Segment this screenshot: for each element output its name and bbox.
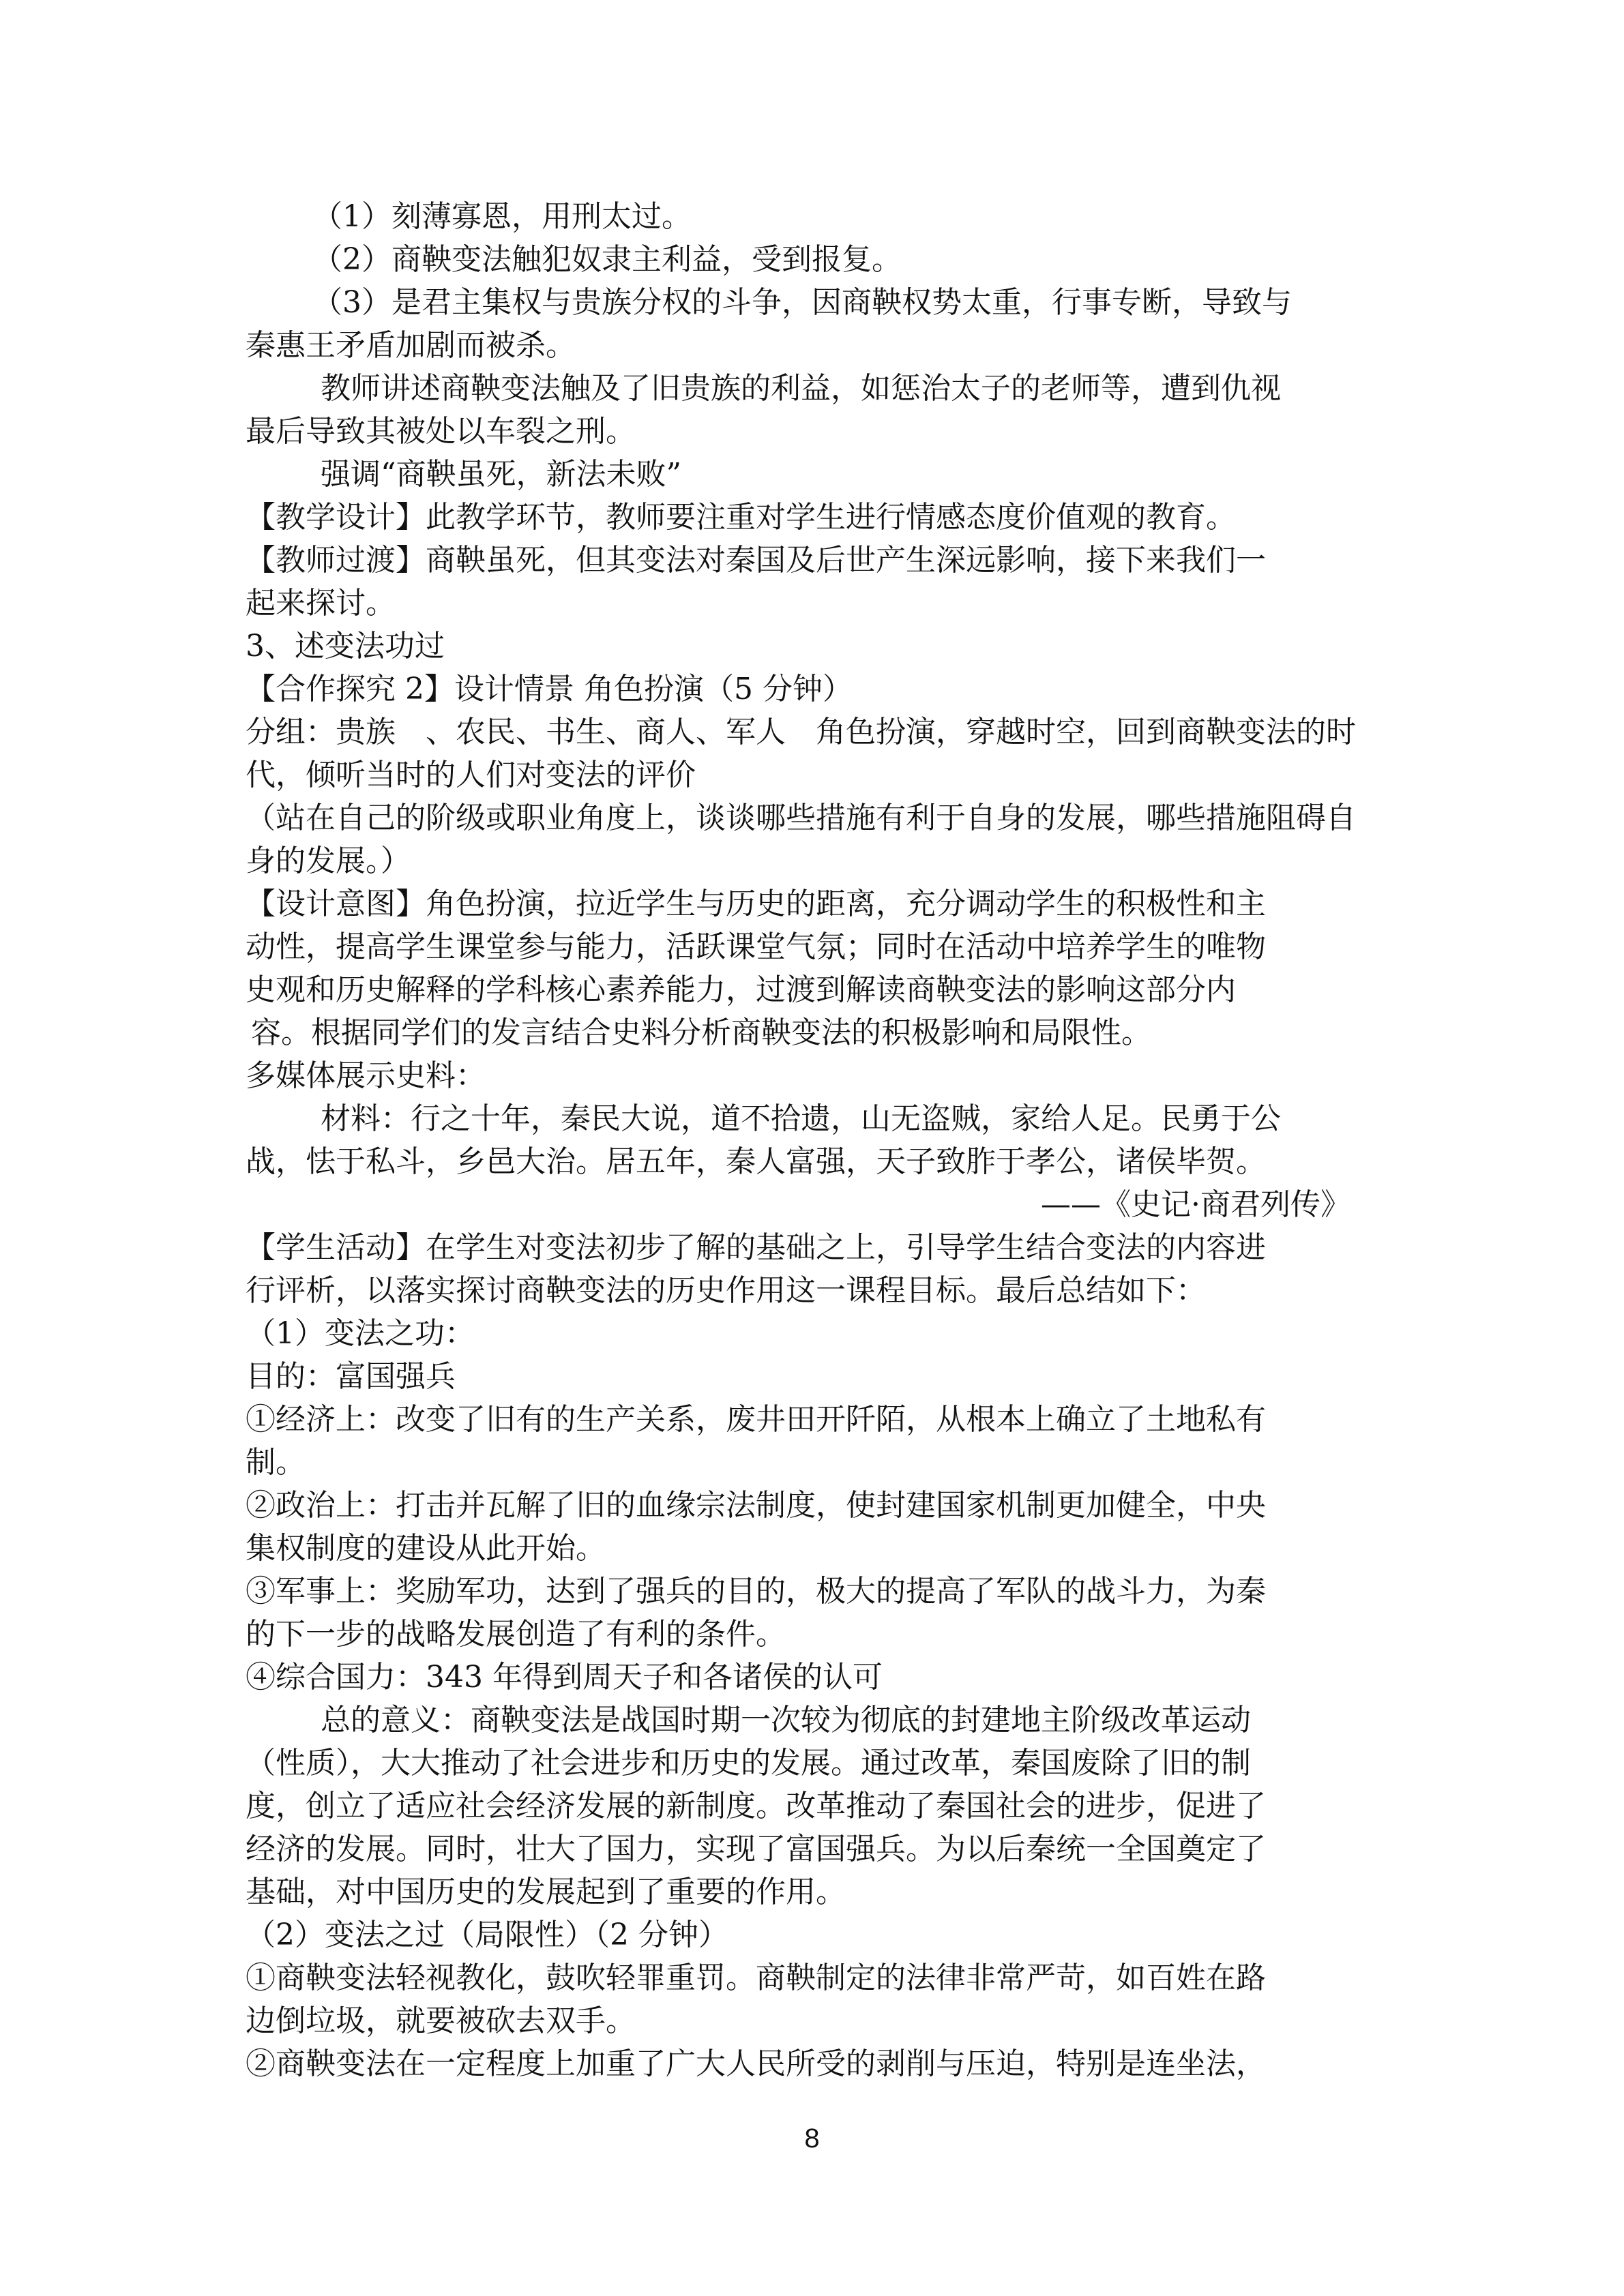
text-line: 史观和历史解释的学科核心素养能力，过渡到解读商鞅变法的影响这部分内: [246, 972, 1236, 1007]
text-line: ④综合国力：343 年得到周天子和各诸侯的认可: [246, 1660, 883, 1695]
text-line: （3）是君主集权与贵族分权的斗争，因商鞅权势太重，行事专断，导致与: [312, 285, 1292, 320]
text-line: （1）刻薄寡恩，用刑太过。: [312, 199, 692, 234]
text-line: （性质），大大推动了社会进步和历史的发展。通过改革，秦国废除了旧的制: [246, 1746, 1251, 1780]
text-line: 集权制度的建设从此开始。: [246, 1531, 606, 1566]
text-line: ①经济上：改变了旧有的生产关系，废井田开阡陌，从根本上确立了土地私有: [246, 1402, 1266, 1437]
text-line: 【设计意图】角色扮演，拉近学生与历史的距离，充分调动学生的积极性和主: [246, 886, 1266, 921]
text-line: 总的意义：商鞅变法是战国时期一次较为彻底的封建地主阶级改革运动: [321, 1703, 1251, 1738]
text-line: 【教师过渡】商鞅虽死，但其变法对秦国及后世产生深远影响，接下来我们一: [246, 543, 1266, 578]
text-line: 动性，提高学生课堂参与能力，活跃课堂气氛；同时在活动中培养学生的唯物: [246, 929, 1266, 964]
text-line: （站在自己的阶级或职业角度上，谈谈哪些措施有利于自身的发展，哪些措施阻碍自: [246, 801, 1356, 835]
text-line: 代，倾听当时的人们对变法的评价: [246, 758, 696, 792]
text-line: 最后导致其被处以车裂之刑。: [246, 414, 636, 449]
text-line: （2）商鞅变法触犯奴隶主利益，受到报复。: [312, 242, 902, 277]
text-line: ②政治上：打击并瓦解了旧的血缘宗法制度，使封建国家机制更加健全，中央: [246, 1488, 1266, 1523]
text-line: 强调“商鞅虽死，新法未败”: [321, 457, 681, 492]
text-line: ——《史记·商君列传》: [1041, 1187, 1350, 1222]
text-line: （1）变法之功：: [246, 1316, 475, 1351]
text-line: 容。根据同学们的发言结合史料分析商鞅变法的积极影响和局限性。: [251, 1015, 1151, 1050]
text-line: 教师讲述商鞅变法触及了旧贵族的利益，如惩治太子的老师等，遭到仇视: [321, 371, 1281, 406]
text-line: 行评析，以落实探讨商鞅变法的历史作用这一课程目标。最后总结如下：: [246, 1273, 1206, 1308]
text-line: 的下一步的战略发展创造了有利的条件。: [246, 1617, 786, 1652]
text-line: ①商鞅变法轻视教化，鼓吹轻罪重罚。商鞅制定的法律非常严苛，如百姓在路: [246, 1960, 1266, 1995]
text-line: 身的发展。）: [246, 844, 411, 878]
text-line: 【教学设计】此教学环节，教师要注重对学生进行情感态度价值观的教育。: [246, 500, 1236, 535]
text-line: （2）变法之过（局限性）（2 分钟）: [246, 1918, 728, 1952]
text-line: 基础，对中国历史的发展起到了重要的作用。: [246, 1875, 846, 1909]
text-line: 多媒体展示史料：: [246, 1058, 486, 1093]
text-line: 目的：富国强兵: [246, 1359, 456, 1394]
text-line: 材料：行之十年，秦民大说，道不拾遗，山无盗贼，家给人足。民勇于公: [321, 1101, 1281, 1136]
text-line: 经济的发展。同时，壮大了国力，实现了富国强兵。为以后秦统一全国奠定了: [246, 1832, 1266, 1866]
text-line: 【学生活动】在学生对变法初步了解的基础之上，引导学生结合变法的内容进: [246, 1230, 1266, 1265]
page-number: 8: [804, 2123, 820, 2153]
document-body: [246, 195, 1378, 2085]
text-line: 【合作探究 2】设计情景 角色扮演（5 分钟）: [246, 672, 853, 706]
text-line: 起来探讨。: [246, 586, 396, 621]
text-line: 度，创立了适应社会经济发展的新制度。改革推动了秦国社会的进步，促进了: [246, 1789, 1266, 1823]
text-line: 3、述变法功过: [246, 629, 445, 664]
text-line: 边倒垃圾，就要被砍去双手。: [246, 2003, 636, 2038]
text-line: ③军事上：奖励军功，达到了强兵的目的，极大的提高了军队的战斗力，为秦: [246, 1574, 1266, 1609]
text-line: 制。: [246, 1445, 306, 1480]
text-line: ②商鞅变法在一定程度上加重了广大人民所受的剥削与压迫，特别是连坐法，: [246, 2046, 1266, 2081]
text-line: 秦惠王矛盾加剧而被杀。: [246, 328, 576, 363]
text-line: 战，怯于私斗，乡邑大治。居五年，秦人富强，天子致胙于孝公，诸侯毕贺。: [246, 1144, 1266, 1179]
text-line: 分组：贵族 、农民、书生、商人、军人 角色扮演，穿越时空，回到商鞅变法的时: [246, 715, 1356, 749]
